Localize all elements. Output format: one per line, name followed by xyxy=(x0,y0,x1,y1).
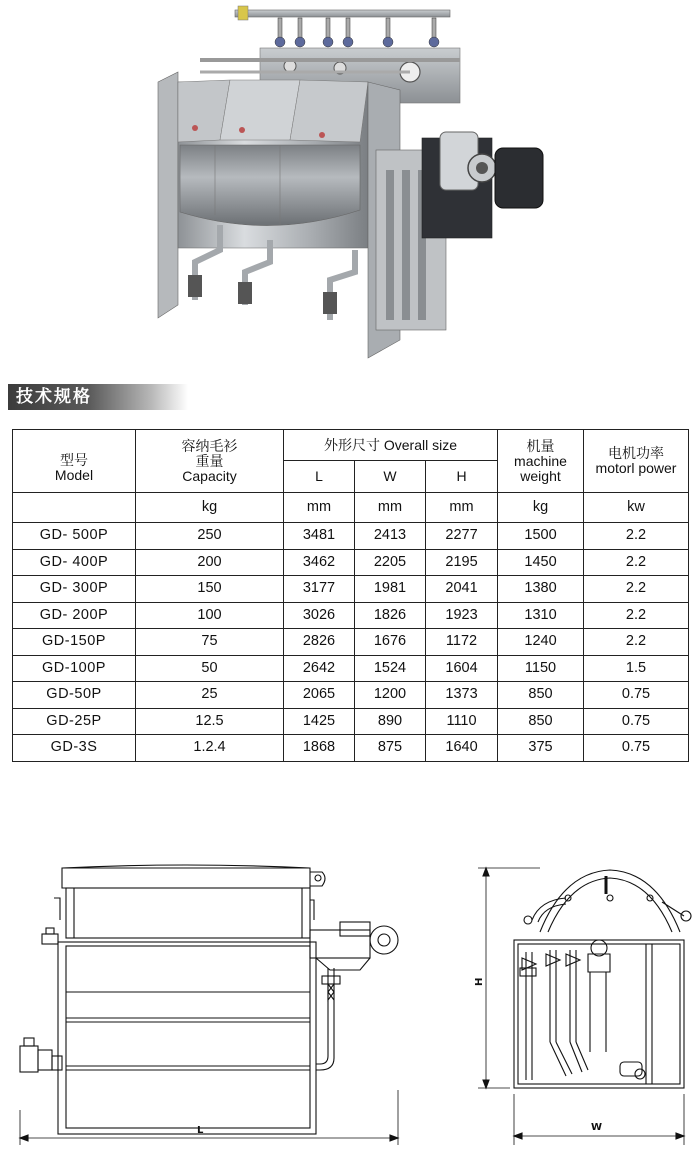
cell-h: 1604 xyxy=(426,655,498,682)
capacity-header-en: Capacity xyxy=(182,467,237,484)
cell-model: GD- 500P xyxy=(13,523,136,550)
cell-h: 2041 xyxy=(426,576,498,603)
capacity-header-cn-2: 重量 xyxy=(195,452,224,469)
cell-w: 875 xyxy=(355,735,426,762)
cell-w: 1826 xyxy=(355,602,426,629)
cell-capacity: 75 xyxy=(136,629,284,656)
cell-power: 2.2 xyxy=(584,523,689,550)
table-row xyxy=(13,655,689,682)
cell-weight: 1450 xyxy=(498,549,584,576)
overall-size-header: 外形尺寸 Overall size xyxy=(284,430,498,461)
cell-w: 2413 xyxy=(355,523,426,550)
cell-power: 0.75 xyxy=(584,735,689,762)
cell-weight: 1380 xyxy=(498,576,584,603)
power-header xyxy=(584,430,689,493)
cell-weight: 1310 xyxy=(498,602,584,629)
weight-header xyxy=(498,430,584,493)
cell-capacity: 250 xyxy=(136,523,284,550)
spec-table xyxy=(12,429,689,762)
size-h-header: H xyxy=(426,461,498,493)
cell-weight: 375 xyxy=(498,735,584,762)
weight-header-en-1: machine xyxy=(514,452,567,469)
weight-header-en-2: weight xyxy=(520,467,561,484)
model-header xyxy=(13,430,136,493)
table-body xyxy=(13,523,689,762)
cell-model: GD-100P xyxy=(13,655,136,682)
cell-w: 890 xyxy=(355,708,426,735)
cell-weight: 1240 xyxy=(498,629,584,656)
side-view-drawing xyxy=(470,862,695,1145)
units-model-cell xyxy=(13,493,136,523)
cell-w: 2205 xyxy=(355,549,426,576)
cell-capacity: 1.2.4 xyxy=(136,735,284,762)
cell-model: GD-3S xyxy=(13,735,136,762)
table-row xyxy=(13,602,689,629)
cell-power: 2.2 xyxy=(584,549,689,576)
front-view-drawing xyxy=(10,860,410,1145)
cell-l: 2065 xyxy=(284,682,355,709)
cell-h: 1373 xyxy=(426,682,498,709)
cell-power: 1.5 xyxy=(584,655,689,682)
cell-l: 3177 xyxy=(284,576,355,603)
unit-power: kw xyxy=(584,493,689,523)
unit-weight: kg xyxy=(498,493,584,523)
cell-power: 2.2 xyxy=(584,602,689,629)
model-header-cn: 型号 xyxy=(60,452,88,468)
cell-power: 0.75 xyxy=(584,682,689,709)
cell-l: 3481 xyxy=(284,523,355,550)
cell-capacity: 25 xyxy=(136,682,284,709)
cell-power: 2.2 xyxy=(584,629,689,656)
cell-l: 1868 xyxy=(284,735,355,762)
table-row xyxy=(13,682,689,709)
cell-model: GD- 400P xyxy=(13,549,136,576)
front-dimension-label: L xyxy=(197,1125,204,1136)
size-l-header: L xyxy=(284,461,355,493)
size-w-header: W xyxy=(355,461,426,493)
cell-h: 2277 xyxy=(426,523,498,550)
cell-weight: 850 xyxy=(498,708,584,735)
cell-power: 2.2 xyxy=(584,576,689,603)
section-header xyxy=(8,384,188,410)
cell-h: 1640 xyxy=(426,735,498,762)
cell-power: 0.75 xyxy=(584,708,689,735)
table-row xyxy=(13,576,689,603)
table-row xyxy=(13,735,689,762)
cell-capacity: 100 xyxy=(136,602,284,629)
cell-capacity: 200 xyxy=(136,549,284,576)
cell-h: 1923 xyxy=(426,602,498,629)
section-title: 技术规格 xyxy=(16,387,92,407)
side-width-label: W xyxy=(591,1122,603,1133)
power-header-en: motorl power xyxy=(595,460,677,476)
cell-w: 1524 xyxy=(355,655,426,682)
cell-model: GD-50P xyxy=(13,682,136,709)
cell-l: 2826 xyxy=(284,629,355,656)
table-row xyxy=(13,629,689,656)
cell-w: 1200 xyxy=(355,682,426,709)
capacity-header-cn-1: 容纳毛衫 xyxy=(181,437,238,454)
table-row xyxy=(13,549,689,576)
cell-w: 1981 xyxy=(355,576,426,603)
cell-capacity: 150 xyxy=(136,576,284,603)
cell-h: 1172 xyxy=(426,629,498,656)
cell-l: 3462 xyxy=(284,549,355,576)
cell-weight: 1500 xyxy=(498,523,584,550)
unit-h: mm xyxy=(426,493,498,523)
cell-model: GD-150P xyxy=(13,629,136,656)
table-header-row-1 xyxy=(13,430,689,461)
cell-model: GD- 300P xyxy=(13,576,136,603)
cell-model: GD-25P xyxy=(13,708,136,735)
cell-capacity: 50 xyxy=(136,655,284,682)
cell-weight: 850 xyxy=(498,682,584,709)
cell-h: 2195 xyxy=(426,549,498,576)
machine-photo xyxy=(150,0,560,365)
cell-l: 2642 xyxy=(284,655,355,682)
cell-model: GD- 200P xyxy=(13,602,136,629)
power-header-cn: 电机功率 xyxy=(608,445,665,461)
cell-h: 1110 xyxy=(426,708,498,735)
table-row xyxy=(13,708,689,735)
cell-l: 3026 xyxy=(284,602,355,629)
table-row xyxy=(13,523,689,550)
cell-l: 1425 xyxy=(284,708,355,735)
cell-capacity: 12.5 xyxy=(136,708,284,735)
unit-capacity: kg xyxy=(136,493,284,523)
units-row xyxy=(13,493,689,523)
unit-l: mm xyxy=(284,493,355,523)
capacity-header xyxy=(136,430,284,493)
unit-w: mm xyxy=(355,493,426,523)
cell-weight: 1150 xyxy=(498,655,584,682)
model-header-en: Model xyxy=(54,467,94,483)
side-height-label: H xyxy=(474,977,485,986)
weight-header-cn: 机量 xyxy=(526,437,555,454)
cell-w: 1676 xyxy=(355,629,426,656)
